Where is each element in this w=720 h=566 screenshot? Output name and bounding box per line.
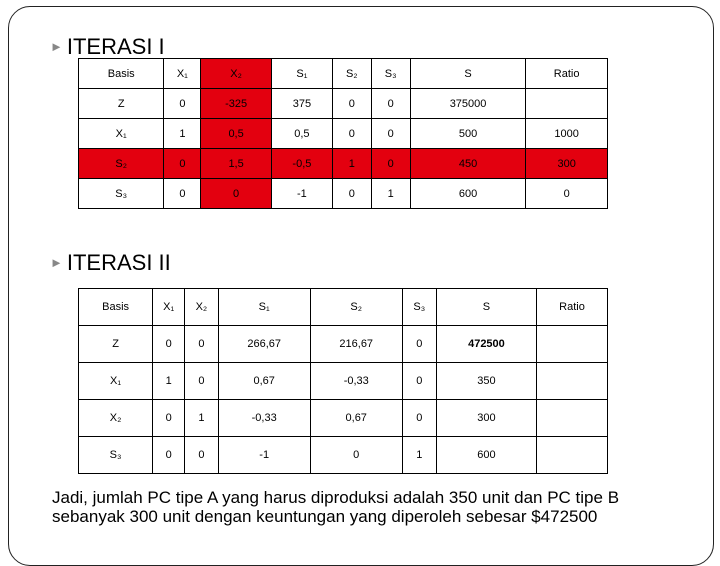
bullet-icon: ► (50, 39, 63, 54)
table-cell: 0 (153, 437, 185, 474)
table-cell: 0 (402, 400, 436, 437)
table-cell (526, 89, 608, 119)
table-cell: -1 (218, 437, 310, 474)
table-cell: 1,5 (201, 149, 272, 179)
table-cell: 0 (164, 89, 201, 119)
table-cell: 500 (410, 119, 525, 149)
table-cell: 0 (526, 179, 608, 209)
table-cell: 1 (402, 437, 436, 474)
table-cell: 216,67 (310, 326, 402, 363)
header-cell: Ratio (526, 59, 608, 89)
table-cell: 0 (371, 119, 410, 149)
bullet-icon: ► (50, 255, 63, 270)
table-header-row (79, 289, 608, 326)
header-cell: Basis (79, 59, 164, 89)
table-row (79, 326, 608, 363)
table-cell: 0 (332, 179, 371, 209)
table-cell: 0 (164, 179, 201, 209)
iteration-2-title: ITERASI II (66, 250, 171, 275)
table-row (79, 89, 608, 119)
table-row (79, 119, 608, 149)
table-cell: 0 (185, 326, 218, 363)
table-cell: 472500 (436, 326, 536, 363)
table-cell: 0 (402, 326, 436, 363)
header-cell: Basis (79, 289, 153, 326)
table-cell: 1 (185, 400, 218, 437)
iteration-1-table (78, 58, 608, 209)
table-cell: 375000 (410, 89, 525, 119)
conclusion-text: Jadi, jumlah PC tipe A yang harus diproduksi adalah 350 unit dan PC tipe B sebanyak 300 unit dengan keuntungan yang diperoleh sebesar $472500 (52, 488, 620, 526)
header-cell: S₁ (218, 289, 310, 326)
table-cell: S₂ (79, 149, 164, 179)
table-cell: 0,67 (218, 363, 310, 400)
table-row (79, 363, 608, 400)
table-cell: 1 (153, 363, 185, 400)
table-row (79, 437, 608, 474)
header-cell: S₂ (332, 59, 371, 89)
header-cell: S (410, 59, 525, 89)
header-cell: X₁ (164, 59, 201, 89)
table-cell (537, 326, 608, 363)
header-cell: S₃ (371, 59, 410, 89)
table-cell: 0 (153, 400, 185, 437)
table-cell: 350 (436, 363, 536, 400)
table-cell: 0 (310, 437, 402, 474)
table-cell: 0 (332, 119, 371, 149)
table-cell: 450 (410, 149, 525, 179)
table-cell: 1000 (526, 119, 608, 149)
table-cell (537, 363, 608, 400)
table-cell: 1 (164, 119, 201, 149)
table-header-row (79, 59, 608, 89)
iteration-2-heading (50, 250, 171, 276)
table-cell: 0 (402, 363, 436, 400)
header-cell: X₂ (201, 59, 272, 89)
table-cell: Z (79, 89, 164, 119)
iteration-2-table (78, 288, 608, 474)
table-cell: 600 (410, 179, 525, 209)
table-cell: 0 (185, 363, 218, 400)
table-cell: Z (79, 326, 153, 363)
table-cell: 0 (153, 326, 185, 363)
header-cell: S (436, 289, 536, 326)
table-cell (537, 400, 608, 437)
table-cell: S₃ (79, 437, 153, 474)
table-cell: 0,5 (271, 119, 332, 149)
table-cell: 1 (371, 179, 410, 209)
header-cell: X₁ (153, 289, 185, 326)
table-row (79, 179, 608, 209)
table-row (79, 400, 608, 437)
table-cell: X₁ (79, 119, 164, 149)
table-cell: -0,33 (310, 363, 402, 400)
table-cell: S₃ (79, 179, 164, 209)
table-cell: 375 (271, 89, 332, 119)
header-cell: S₃ (402, 289, 436, 326)
table-cell: 0 (332, 89, 371, 119)
table-cell: 0 (201, 179, 272, 209)
table-cell: -0,5 (271, 149, 332, 179)
table-cell: 0 (371, 149, 410, 179)
table-cell: X₁ (79, 363, 153, 400)
table-cell: 600 (436, 437, 536, 474)
table-cell: 1 (332, 149, 371, 179)
table-cell: -1 (271, 179, 332, 209)
table-cell: 0 (164, 149, 201, 179)
header-cell: X₂ (185, 289, 218, 326)
table-cell: 300 (526, 149, 608, 179)
table-cell: -0,33 (218, 400, 310, 437)
table-cell: X₂ (79, 400, 153, 437)
table-cell (537, 437, 608, 474)
table-cell: 300 (436, 400, 536, 437)
header-cell: Ratio (537, 289, 608, 326)
table-row-pivot (79, 149, 608, 179)
table-cell: 266,67 (218, 326, 310, 363)
table-cell: 0 (371, 89, 410, 119)
header-cell: S₂ (310, 289, 402, 326)
iteration-1-title: ITERASI I (66, 34, 165, 59)
table-cell: 0,67 (310, 400, 402, 437)
header-cell: S₁ (271, 59, 332, 89)
table-cell: 0,5 (201, 119, 272, 149)
iteration-1-heading (50, 34, 165, 60)
table-cell: -325 (201, 89, 272, 119)
table-cell: 0 (185, 437, 218, 474)
